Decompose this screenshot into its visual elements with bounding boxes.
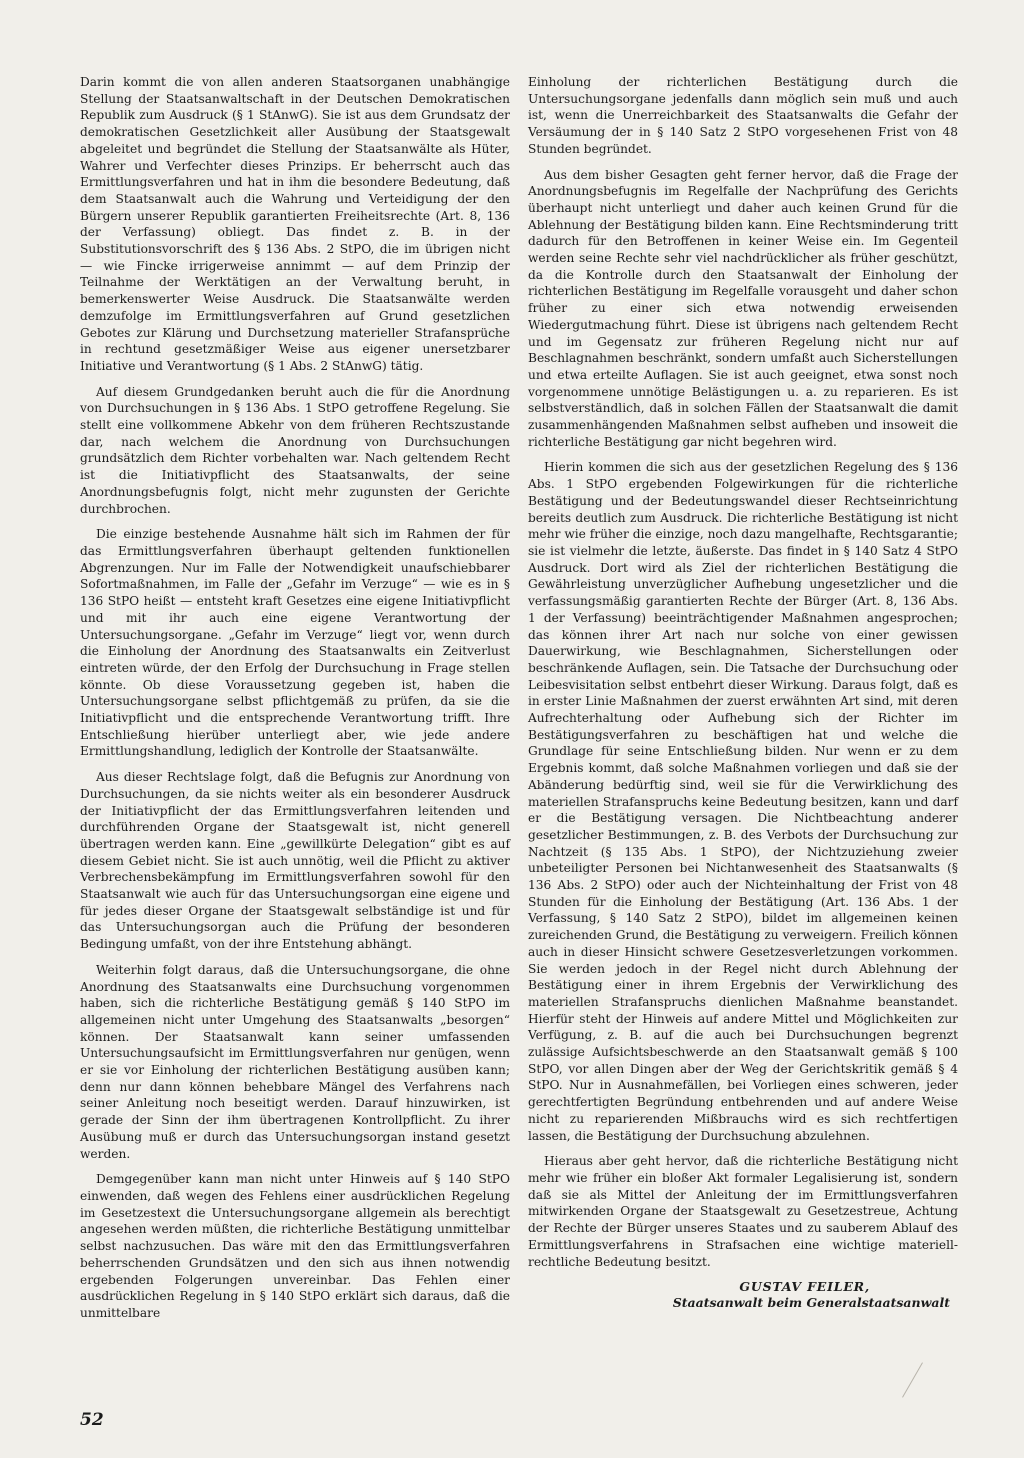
paragraph: Darin kommt die von allen anderen Staatsorganen unabhängige Stellung der Staatsanwaltschaft in der Deutschen Demokratischen Republik zum Ausdruck (§ 1 StAnwG). Sie ist aus dem Grundsatz der demokratischen Gesetzlichkeit aller Ausübung der Staatsgewalt abgeleitet und begründet die Stellung der Staatsanwälte als Hüter, Wahrer und Verfechter dieses Prinzips. Er beherrscht auch das Ermittlungsverfahren und hat in ihm die besondere Bedeutung, daß dem Staatsanwalt auch die Wahrung und Verteidigung der den Bürgern unserer Republik garantierten Freiheitsrechte (Art. 8, 136 der Verfassung) obliegt. Das findet z. B. in der Substitutionsvorschrift des § 136 Abs. 2 StPO, die im übrigen nicht — wie Fincke irrigerweise annimmt — auf dem Prinzip der Teilnahme der Werktätigen an der Verwaltung beruht, in bemerkenswerter Weise Ausdruck. Die Staatsanwälte werden demzufolge im Ermittlungsverfahren auf Grund gesetzlichen Gebotes zur Klärung und Durchsetzung materieller Strafansprüche in rechtund gesetzmäßiger Weise aus eigener unersetzbarer Initiative und Verantwortung (§ 1 Abs. 2 StAnwG) tätig.	[80, 75, 510, 373]
paragraph: Hieraus aber geht hervor, daß die richterliche Bestätigung nicht mehr wie früher ein bloßer Akt formaler Legalisierung ist, sondern daß sie als Mittel der Anleitung der im Ermittlungsverfahren mitwirkenden Organe der Staatsgewalt zu Gesetzestreue, Achtung der Rechte der Bürger unseres Staates und zu sauberem Ablauf des Ermittlungsverfahrens in Strafsachen eine wichtige materiell-rechtliche Bedeutung besitzt.	[528, 1154, 958, 1269]
paragraph: Aus dieser Rechtslage folgt, daß die Befugnis zur Anordnung von Durchsuchungen, da sie nichts weiter als ein besonderer Ausdruck der Initiativpflicht der das Ermittlungsverfahren leitenden und durchführenden Organe der Staatsgewalt ist, nicht generell übertragen werden kann. Eine „gewillkürte Delegation“ gibt es auf diesem Gebiet nicht. Sie ist auch unnötig, weil die Pflicht zu aktiver Verbrechensbekämpfung im Ermittlungsverfahren sowohl für den Staatsanwalt wie auch für das Untersuchungsorgan eine eigene und für jedes dieser Organe der Staatsgewalt selbständige ist und für das Untersuchungsorgan auch die Prüfung der besonderen Bedingung umfaßt, von der ihre Entstehung abhängt.	[80, 770, 510, 952]
paragraph: Demgegenüber kann man nicht unter Hinweis auf § 140 StPO einwenden, daß wegen des Fehlens einer ausdrücklichen Regelung im Gesetzestext die Untersuchungsorgane allgemein als berechtigt angesehen werden müßten, die richterliche Bestätigung unmittelbar selbst nachzusuchen. Das wäre mit den das Ermittlungsverfahren beherrschenden Grundsätzen und den sich aus ihnen notwendig ergebenden Folgerungen unvereinbar. Das Fehlen einer ausdrücklichen Regelung in § 140 StPO erklärt sich daraus, daß die unmittelbare	[80, 1172, 510, 1320]
left-column	[80, 74, 510, 1331]
page-number: 52	[80, 1410, 104, 1430]
paragraph: Einholung der richterlichen Bestätigung durch die Untersuchungsorgane jedenfalls dann möglich sein muß und auch ist, wenn die Unerreichbarkeit des Staatsanwalts die Gefahr der Versäumung der in § 140 Satz 2 StPO vorgesehenen Frist von 48 Stunden begründet.	[528, 75, 958, 156]
right-column	[528, 74, 958, 1311]
paragraph: Aus dem bisher Gesagten geht ferner hervor, daß die Frage der Anordnungsbefugnis im Regelfalle der Nachprüfung des Gerichts überhaupt nicht unterliegt und daher auch keinen Grund für die Ablehnung der Bestätigung bilden kann. Eine Rechtsminderung tritt dadurch für den Betroffenen in keiner Weise ein. Im Gegenteil werden seine Rechte sehr viel nachdrücklicher als früher geschützt, da die Kontrolle durch den Staatsanwalt der Einholung der richterlichen Bestätigung im Regelfalle vorausgeht und daher schon früher zu einer sich etwa notwendig erweisenden Wiedergutmachung führt. Diese ist übrigens nach geltendem Recht und im Gegensatz zur früheren Regelung nicht nur auf Beschlagnahmen beschränkt, sondern umfaßt auch Sicherstellungen und etwa erteilte Auflagen. Sie ist auch geeignet, etwa sonst noch vorgenommene unnötige Belästigungen u. a. zu reparieren. Es ist selbstverständlich, daß in solchen Fällen der Staatsanwalt die damit zusammenhängenden Maßnahmen selbst aufheben und insoweit die richterliche Bestätigung gar nicht begehren wird.	[528, 167, 958, 449]
paragraph: Weiterhin folgt daraus, daß die Untersuchungsorgane, die ohne Anordnung des Staatsanwalts eine Durchsuchung vorgenommen haben, sich die richterliche Bestätigung gemäß § 140 StPO im allgemeinen nicht unter Umgehung des Staatsanwalts „besorgen“ können. Der Staatsanwalt kann seiner umfassenden Untersuchungsaufsicht im Ermittlungsverfahren nur genügen, wenn er sie vor Einholung der richterlichen Bestätigung ausüben kann; denn nur dann können behebbare Mängel des Verfahrens nach seiner Anleitung noch beseitigt werden. Darauf hinzuwirken, ist gerade der Sinn der ihm übertragenen Kontrollpflicht. Zu ihrer Ausübung muß er durch das Untersuchungsorgan instand gesetzt werden.	[80, 962, 510, 1161]
signature-block	[528, 1279, 958, 1311]
scan-mark	[902, 1362, 923, 1397]
author-name: GUSTAV FEILER,	[739, 1279, 870, 1295]
paragraph: Auf diesem Grundgedanken beruht auch die für die Anordnung von Durchsuchungen in § 136 Abs. 1 StPO getroffene Regelung. Sie stellt eine vollkommene Abkehr von dem früheren Rechtszustande dar, nach welchem die Anordnung von Durchsuchungen grundsätzlich dem Richter vorbehalten war. Nach geltendem Recht ist die Initiativpflicht des Staatsanwalts, der seine Anordnungsbefugnis folgt, nicht mehr zugunsten der Gerichte durchbrochen.	[80, 384, 510, 516]
paragraph: Hierin kommen die sich aus der gesetzlichen Regelung des § 136 Abs. 1 StPO ergebenden Folgewirkungen für die richterliche Bestätigung und der Bedeutungswandel dieser Rechtseinrichtung bereits deutlich zum Ausdruck. Die richterliche Bestätigung ist nicht mehr wie früher die einzige, noch dazu mangelhafte, Rechtsgarantie; sie ist vielmehr die letzte, äußerste. Das findet in § 140 Satz 4 StPO Ausdruck. Dort wird als Ziel der richterlichen Bestätigung die Gewährleistung unverzüglicher Aufhebung ungesetzlicher und die verfassungsmäßig garantierten Rechte der Bürger (Art. 8, 136 Abs. 1 der Verfassung) beeinträchtigender Maßnahmen angesprochen; das können ihrer Art nach nur solche von einer gewissen Dauerwirkung, wie Beschlagnahmen, Sicherstellungen oder beschränkende Auflagen, sein. Die Tatsache der Durchsuchung oder Leibesvisitation selbst entbehrt dieser Wirkung. Daraus folgt, daß es in erster Linie Maßnahmen der zuerst erwähnten Art sind, mit deren Aufrechterhaltung oder Aufhebung sich der Richter im Bestätigungsverfahren zu beschäftigen hat und welche die Grundlage für seine Entschließung bilden. Nur wenn er zu dem Ergebnis kommt, daß solche Maßnahmen vorliegen und daß sie der Abänderung bedürftig sind, weil sie für die Verwirklichung des materiellen Strafanspruchs keine Bedeutung besitzen, kann und darf er die Bestätigung versagen. Die Nichtbeachtung anderer gesetzlicher Bestimmungen, z. B. des Verbots der Durchsuchung zur Nachtzeit (§ 135 Abs. 1 StPO), der Nichtzuziehung zweier unbeteiligter Personen bei Nichtanwesenheit des Staatsanwalts (§ 136 Abs. 2 StPO) oder auch der Nichteinhaltung der Frist von 48 Stunden für die Einholung der Bestätigung (Art. 136 Abs. 1 der Verfassung, § 140 Satz 2 StPO), bildet im allgemeinen keinen zureichenden Grund, die Bestätigung zu verweigern. Freilich können auch in dieser Hinsicht schwere Gesetzesverletzungen vorkommen. Sie werden jedoch in der Regel nicht durch Ablehnung der Bestätigung einer in ihrem Ergebnis der Verwirklichung des materiellen Strafanspruchs dienlichen Maßnahme beanstandet. Hierfür steht der Hinweis auf andere Mittel und Möglichkeiten zur Verfügung, z. B. auf die auch bei Durchsuchungen begrenzt zulässige Aufsichtsbeschwerde an den Staatsanwalt gemäß § 100 StPO, vor allen Dingen aber der Weg der Gerichtskritik gemäß § 4 StPO. Nur in Ausnahmefällen, bei Vorliegen eines schweren, jeder gerechtfertigten Begründung entbehrenden und auf andere Weise nicht zu reparierenden Mißbrauchs wird es sich rechtfertigen lassen, die Bestätigung der Durchsuchung abzulehnen.	[528, 460, 958, 1143]
author-position: Staatsanwalt beim Generalstaatsanwalt	[672, 1295, 950, 1311]
paragraph: Die einzige bestehende Ausnahme hält sich im Rahmen der für das Ermittlungsverfahren überhaupt geltenden funktionellen Abgrenzungen. Nur im Falle der Notwendigkeit unaufschiebbarer Sofortmaßnahmen, im Falle der „Gefahr im Verzuge“ — wie es in § 136 StPO heißt — entsteht kraft Gesetzes eine eigene Initiativpflicht und mit ihr auch eine eigene Verantwortung der Untersuchungsorgane. „Gefahr im Verzuge“ liegt vor, wenn durch die Einholung der Anordnung des Staatsanwalts ein Zeitverlust eintreten würde, der den Erfolg der Durchsuchung in Frage stellen könnte. Ob diese Voraussetzung gegeben ist, haben die Untersuchungsorgane selbst pflichtgemäß zu prüfen, da sie die Initiativpflicht und die entsprechende Verantwortung trifft. Ihre Entschließung hierüber unterliegt aber, wie jede andere Ermittlungshandlung, lediglich der Kontrolle der Staatsanwälte.	[80, 527, 510, 759]
